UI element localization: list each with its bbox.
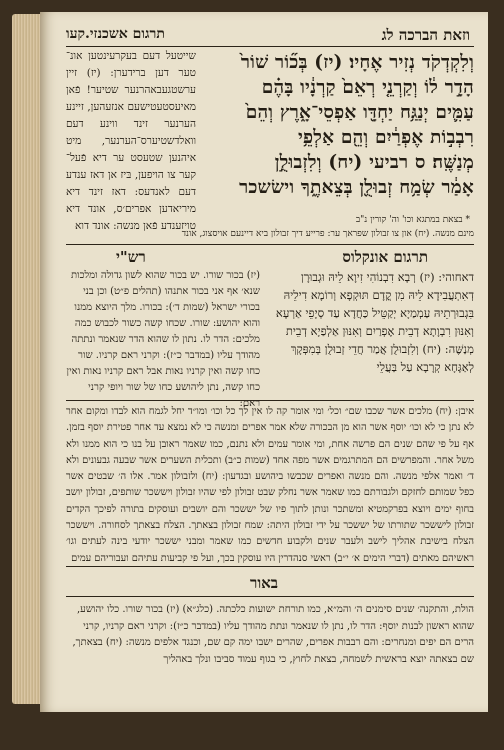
verse-text [204,50,474,200]
biur-rule [66,566,474,567]
rashi-title: רש"י [116,248,146,266]
verse-line: עַמִּ֛ים יְנַגַּ֥ח יַחְדָּ֖ו אַפְסֵי־אָ֑רֶץ וְהֵם֙ [245,102,474,123]
translation-column-title: תרגום אשכנזי.קעו [66,26,165,42]
header-rule [66,46,474,47]
onkelos-title: תרגום אונקלוס [342,248,428,266]
rashi-commentary: איבן: (יח) מלכים אשר שכבו שם״ וכל׳ ומי אומר קה לו אין לך כל וכו׳ ומו״ד יחל לגמח הוא לבדו ומקום אחר לא נתן כי לא וכו׳ יוסף אשר הוא מן הבכורה שלא אמר אפרים ומנשה כי לא נמצא עד אחר פטירת יוסף בזמן. אף על פי שהם שנים הם פרשה אחת, ומי אומר עמים ולא נתנם, כמו שאמר ראובן על בנו כי הוא ממנו ולא משל אחר. והמפרשים הם המתרגמים אשר מפה אחד (שמות כ״ב) ותכלית השערים אשר שבעה גבעונים ולא ד׳ ואמר אלפי מנשה. והם מנשה ואפרים שכבשו ביהושע ובגדעון: (יח) ולזבולון אמר. אלו ה׳ שבטים אשר כפל שמותם לחזקם ולגבורתם כמו שאמר אשר נחלק שבט זבולון לפי שהיו זבולון ויששכר שותפים, זבולון יושב בחוף ימים ויוצא בפרקמטיא ומשתכר ונותן לתוך פיו של יששכר והם יושבים ועוסקים בתורה לפיכך הקדים זבולון ליששכר שתורתו של יששכר על ידי זבולון היתה: שמח זבולון בצאתך. הצלח בצאתך לסחורה. ויששכר הצלח בישיבת אהליך לישב ולעבר שנים ולקבוע חדשים כמו שאמר ומבני יששכר יודעי בינה לעתים וגו׳ ראשיהם מאתים (דברי הימים א׳ י״ב) ראשי סנהדרין היו עוסקין בכך, ועל פי קביעות עתיהם ועבוריהם עמים [66,406,474,564]
german-translation-column: שייטעל דעם בעקרעינטען אונ־ טער דען ברידערן: (יז) זיין ערשטגעבאהרנער שטיער! פֿאן מאיעסטעטישעם אנזעהען, זיינע הערנער זינד ווינע דעם וואלדשטיערס־הערנער, מיט איהנען שטעסט ער דיא פֿעל־ קער צו הויפען, בּיז אן דאז ענדע דעם לאנדעס: דאז זינד דיא מיריאדען אפרים׳ס, אונד דיא טויזענדע פֿאן מנשה: אונד דוא [66,50,196,232]
biur-title: באור [249,574,279,592]
verse-line: רִבְב֣וֹת אֶפְרַ֔יִם וְהֵ֖ם אַלְפֵ֥י [297,127,474,148]
verse-line: וְלִקְדְקֹד נְזִיר אֶחָיו׃ (יז) בְּכ֞וֹר שׁוֹר֙ [240,52,474,73]
verse-line: אָמַ֔ר שְׂמַ֥ח זְבוּלֻ֖ן בְּצֵאתֶ֑ךָ וישׂשכר [239,177,474,198]
masorah-note: * בצאת במתגא וכו' וה' קורין נ"ב [355,215,470,225]
onkelos-text: דאחוהי: (יז) רְבָא דִבְנוֹהִי זִיוָא לֵיהּ וּגְבוּרָן דְאִתְעֲבִידָא לֵיהּ מִן קֳדָם תּוּקְפָא וְרוֹמָא דִילֵיהּ בִּגְבוּרְתֵיהּ עַמְמַיָא יְקַטֵּיל כַּחֲדָא עַד סְיָפֵי אַרְעָא וְאִנּוּן רִבְוָתָא דְבֵית אֶפְרַיִם וְאִנּוּן אַלְפַיָא דְבֵית מְנַשֶּׁה: (יח) וְלִזְבוּלֻן אֲמַר חֲדֵי זְבוּלֻן בְּמִפְּקָךְ לְאַגָּחָא קְרָבָא עַל בַּעֲלֵי [275,270,474,374]
page-header [40,26,488,46]
biur-text: הולת, והתקנה׳ שנים סימנים ה׳ והמ״א, כמו תורחת ישועות כלכתה. (כלג״א) (יז) בכור שורו. כלו יהושע, שהוא ראשון לבנות יוסף: הדר לו, נתן לו שנאמר ונתת מהודך עליו (במדבר כ״ז): וקרני ראם קרניו, קרני הרים הם יפים ומנחרים: והם רבבות אפרים, שהרים ישבו ימה קם שם, וכנגד אלפים מנשה: (יח) בצאתך, שם בצאתה יוצא בראשית לשמחה, בצאת לחוץ, כי בגוף עמוד סביבו ונלך באהליך [72,604,474,665]
book-page-edges [12,14,40,704]
book-page [40,12,488,712]
section-rule [66,244,474,245]
translation-continuation: מינם מנשה. (יח) און צו זבולון שפראך ער: פרייע דיך זבולון ביא דיינעם אויסצוג, אונד [181,229,474,239]
verse-line: מְנַשֶּֽׁה׃ ס רביעי (יח) וְלִזְבוּלֻ֣ן [274,152,474,173]
biur-title-rule [66,596,474,597]
verse-line: הָדָ֣ר ל֔וֹ וְקַרְנֵ֤י רְאֵם֙ קַרְנָ֔יו בָּהֶ֗ם [261,77,474,98]
commentary-rule [66,400,474,401]
rashi-text: (יז) בכור שורו. יש בכור שהוא לשון גדולה ומלכות שנא׳ אף אני בכור אתנהו (תהלים פ״ט) וכן בני בכורי ישראל (שמות ד׳): בכורו. מלך היוצא ממנו והוא יהושע: שורו. שכחו קשה כשור לכבוש כמה מלכים: הדר לו. נתון לו שהוא הדר שנאמר ונתתה מהודך עליו (במדבר כ״ז): וקרני ראם קרניו. שור כחו קשה ואין קרניו נאות אבל ראם קרניו נאות ואין כחו קשה, נתן ליהושע כחו של שור ויופי קרני ראם: [66,270,260,409]
page-title: וזאת הברכה לג [381,26,470,44]
